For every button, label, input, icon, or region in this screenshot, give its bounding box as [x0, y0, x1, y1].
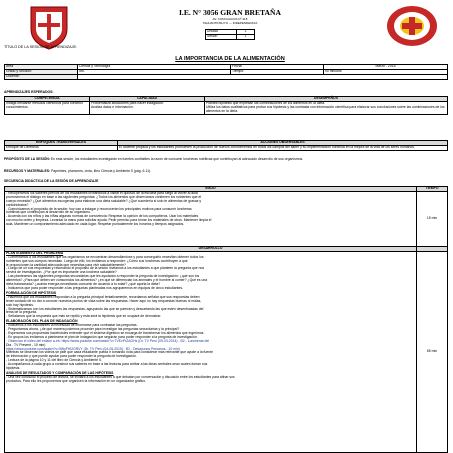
enfoques-table [4, 140, 448, 151]
plan-line[interactable]: - Observan el vídeo del enlace a-eb: https://www.youtube.com/watch?v=7VEcPrZAOHs (Dr. TV Perú (09-03-2014) - B2 - Loncheras del [6, 338, 209, 343]
desarrollo-cell [5, 251, 417, 452]
desarrollo-header: DESARROLLO [5, 246, 417, 251]
hipotesis-line: - Señalamos que la respuesta que más se repitió y esta será la hipótesis que se ocupará de demostrar. [6, 314, 162, 319]
analisis-lines [6, 376, 415, 384]
planteamiento-lines [6, 256, 415, 291]
aprendizajes-label: APRENDIZAJES ESPERADOS: [4, 90, 54, 94]
competencia-header: COMPETENCIA [5, 97, 90, 102]
planteamiento-line: - Las planteamos las siguientes preguntas secundarias que les ayudarán a responder la pregunta de investigación: ¿qué son los [6, 274, 200, 279]
school-name: I.E. N° 3056 GRAN BRETAÑA [178, 8, 282, 17]
proposito-block [4, 158, 448, 162]
school-seal [385, 4, 439, 48]
competencia-cell: Indaga mediante métodos científicos para construir conocimientos. [5, 101, 90, 114]
hipotesis-line: tema de la pregunta. [6, 310, 38, 315]
plan-line: - Lectura de la página 10 y 11 del libro de Ciencia y Ambiente 5. [6, 358, 102, 363]
session-title-label: TÍTULO DE LA SESIÓN DE APRENDIZAJE: [4, 45, 77, 49]
session-value: 1 [237, 34, 255, 39]
desempenos-cell [205, 101, 448, 114]
planteamiento-line: alimentos? ¿Para qué deben ser consumidos los alimentos? ¿en qué se diferencian los animales y el hombre al comer? ¿Qué es una [6, 278, 208, 283]
plan-line: Mientras se observan los videos se pide que cada estudiante pueda ir tomando nota para considerar más relevante que ayude a la fuente [6, 350, 213, 355]
recursos-text: Papelotes, plumones, cinta, libro Ciencia y Ambiente 5 (pág. 6-11). [51, 169, 152, 173]
capacidad-header: CAPACIDAD [90, 97, 205, 102]
analisis-line: productos. Para ello les proponemos que organicen la información en un organizador gráfico. [6, 378, 147, 383]
planteamiento-heading: PLANTEAMIENTO DEL PROBLEMA [6, 250, 64, 255]
plan-lines [6, 324, 415, 371]
inicio-line: cuerpo necesita? ¿Qué alimentos escogerías para elaborar una dieta saludable? ¿Qué sucedería si solo te alimentas de grasas y [6, 198, 202, 203]
planteamiento-line: dieta balanceada? ¿cuánta energía necesitarás consumir de acuerdo a tu edad? ¿qué aporta la dieta? [6, 282, 161, 287]
recursos-label: RECURSOS Y MATERIALES: [4, 169, 51, 173]
fecha-label: Fecha: [231, 65, 324, 70]
planteamiento-line: - Indicamos que para poder responder a las preguntas planteadas nos agruparemos en equipos de cinco estudiantes. [6, 285, 183, 290]
inicio-cell [5, 191, 417, 246]
plan-heading: ELABORACIÓN DEL PLAN DE INDAGACIÓN [6, 319, 78, 324]
enfoque-cell: Enfoque de Derechos [5, 145, 118, 150]
enfoques-header: ENFOQUES TRANSVERSALES [5, 141, 118, 146]
hipotesis-line: solo hay hipótesis. [6, 302, 34, 307]
inicio-time: 15 min [417, 191, 448, 246]
area-label: Área [5, 65, 78, 70]
tiempo-label: Tiempo: [231, 69, 324, 74]
plan-line[interactable]: https://www.youtube.com/watch?v=9WyFHI2GRVY (Dr. TV Perú (04-05-2015) - B2 - Desayunos Peruanos - 10 min) [6, 346, 180, 351]
planteamiento-line: - Luego de oír sus respuestas y retomando el propósito de la sesión invitamos a los estudiantes a que planteen la pregunta que nos [6, 266, 205, 271]
inicio-line: con mucho orden y limpieza. Levantar la mano para solicitar ayuda. Pedir permiso para tomar los materiales de otros. Mantener limpia el [6, 218, 212, 223]
grado-value: 5to. [78, 69, 231, 74]
grado-label: Grado y Sección: [5, 69, 78, 74]
hipotesis-heading: FORMULACIÓN DE HIPÓTESIS [6, 290, 57, 295]
school-address: AV. CONCHUCOS Nº 415 [212, 17, 248, 21]
info-table [4, 64, 448, 80]
inicio-line: nutritivas que contribuyan al desarrollo de su organismo. [6, 210, 92, 215]
planteamiento-line: servirá de investigación. ¿Por qué es importante una lonchera saludable? [6, 270, 117, 275]
plan-line: - Indicamos a los estudiantes la necesidad de informarse para contrastar las preguntas. [6, 323, 138, 328]
proposito-text: En esta sesión, los estudiantes investigarán en fuentes confiables la razón de consumir loncheras nutritivas que contribuyan al adecuado desarrollo de sus organismos. [50, 157, 304, 161]
planteamiento-line: le proporcionen la cantidad adecuada que necesitas para vivir saludablemente? [6, 262, 126, 267]
plan-line: de información y que puede ayudar para poder responder la pregunta de investigación. [6, 354, 137, 359]
secuencia-label: SECUENCIA DIDÁCTICA DE LA SESIÓN DE APRENDIZAJE [4, 179, 99, 183]
inicio-line: carbohidratos? [6, 202, 29, 207]
inicio-header: INICIO [5, 187, 417, 192]
session-title: LA IMPORTANCIA DE LA ALIMENTACIÓN [175, 56, 285, 62]
recursos-block [4, 170, 448, 174]
docente-value [78, 74, 448, 79]
desempeno-item: Utiliza los datos cualitativos para probar sus hipótesis y las contrasta con información científica para elaborar sus conclusiones sobre las combinaciones de los alimentos en la dieta. [206, 104, 445, 113]
inicio-line: promovemos el diálogo en base a las siguientes preguntas: ¿Todos los alimentos que observamos contienen los nutrientes que el [6, 194, 202, 199]
hipotesis-line: - Hacemos que los estudiantes respondan a la pregunta principal tentativamente, recordamos señalar que sus respuestas deben [6, 294, 200, 299]
analisis-heading: ANÁLISIS DE RESULTADOS Y COMPARACIÓN DE LAS HIPÓTESIS [6, 371, 114, 375]
desempenos-header: DESEMPEÑOS [205, 97, 448, 102]
area-value: Ciencia y Tecnología [78, 65, 231, 70]
unit-value: 1 [237, 30, 255, 35]
planteamiento-line: - Comentamos a los estudiantes que los organismos se encuentran desarrollándose y para conseguirlo necesitan obtener todos los [6, 254, 204, 259]
acciones-cell: El docente propicia y los estudiantes promueven la producción de nuevos conocimientos en todos los campos del saber y su implementación continua en la mejora de la vida de los seres humanos. [118, 145, 448, 150]
secuencia-table [4, 186, 448, 453]
hipotesis-line: tener cuidado de no dar a conocer nuestros puntos de vista sobre las respuestas. Hacer aquí no hay respuestas buenas ni malas, [6, 298, 202, 303]
capacidad-item: Analiza datos e información. [91, 104, 134, 109]
docente-label: Docente: [5, 74, 78, 79]
competencias-table [4, 96, 448, 115]
plan-line: Dia - TV Prevent - 10 min) [6, 342, 46, 347]
capacidad-cell [90, 101, 205, 114]
plan-line: - Esperamos sus propuestas haciéndoles entender qué el sistema digestivo se encarga de transformar los alimentos que ingerimos. [6, 330, 205, 335]
plan-line: - Acompañamos a cada grupo a construir sus saberes en base a las lecturas para arribar a las ideas centrales sean cuales fueran sus [6, 362, 208, 367]
fecha-value: Marzo - 2018 [324, 65, 448, 70]
inicio-line: - Comunicamos el propósito de la sesión: hoy van a indagar y reconocerán los principales motivos para consumir loncheras [6, 206, 192, 211]
hipotesis-lines [6, 296, 415, 319]
inicio-line: aula. Mantener un comportamiento adecuado en cada lugar. Respetar puntualmente los horarios y tiempos asignados. [6, 222, 185, 227]
plan-line: - En grupos los invitamos a plantearse el plan de indagación que seguirán para poder responder a la pregunta de investigación. [6, 334, 198, 339]
desempeno-item: Plantea hipótesis que expresan las combinaciones de los alimentos en la dieta. [206, 100, 326, 105]
proposito-label: PROPÓSITO DE LA SESIÓN: [4, 157, 50, 161]
inicio-lines [6, 192, 415, 227]
plan-line: hipótesis. [6, 366, 21, 371]
unit-label: Unidad [206, 30, 237, 35]
desarrollo-time: 65 min [417, 251, 448, 452]
unit-session-table [205, 29, 255, 40]
capacidad-item: Problematiza situaciones para hacer indagación. [91, 100, 165, 105]
tiempo-header: TIEMPO [417, 187, 448, 192]
acciones-header: ACCIONES OBSERVABLES [118, 141, 448, 146]
school-district: TAHUANTINSUYO — INDEPENDENCIA [202, 21, 258, 25]
tiempo-value: 90 minutos [324, 69, 448, 74]
plan-line: - Preguntamos ahora, ¿de qué manera podemos proceder para investigar las preguntas secundarias y la principal? [6, 327, 180, 332]
inicio-line: - Recuperamos los saberes previos de los estudiantes invitándolos a visitar el quiosco de la escuela para luego al volver al aula [6, 190, 198, 195]
session-label: Sesión [206, 34, 237, 39]
inicio-line: - Acuerda con los niños y las niñas algunas normas de convivencia: Respetar la opinión de los compañeros. Usar los materiales [6, 214, 199, 219]
planteamiento-line: nutrientes que sus cuerpos necesitan. Luego de ello, los invitamos a responder: ¿Cómo sus loncheras contribuyen a que [6, 258, 188, 263]
analisis-line: - Una vez concluido el proceso de lectura, se invitará a los estudiantes a que debatan por conversación y discusión entre los estudiantes para afinar sus [6, 374, 235, 379]
hipotesis-line: - Sistematizamos con los estudiantes las respuestas, agrupando las que se parecen y descartando las que estén desenfocadas del [6, 306, 204, 311]
